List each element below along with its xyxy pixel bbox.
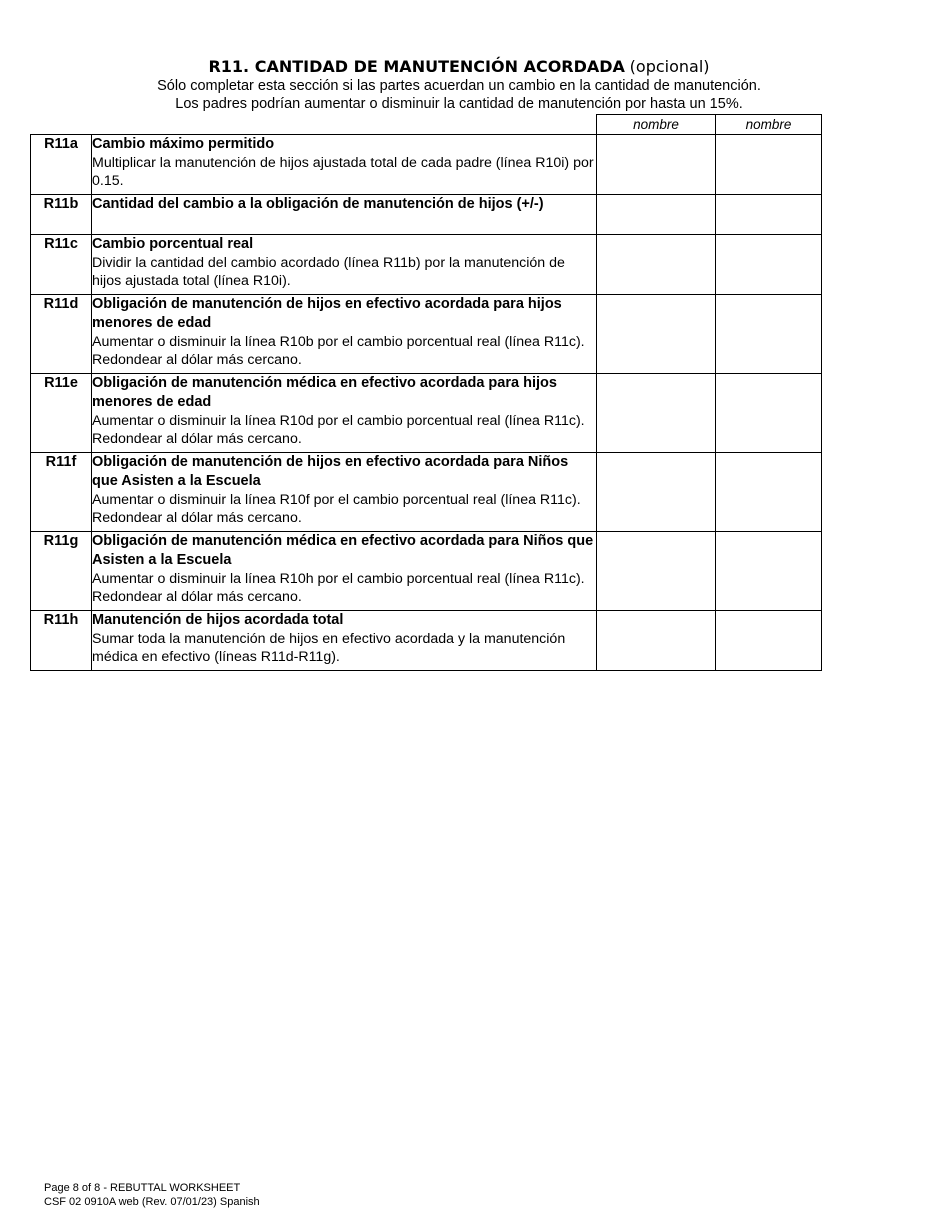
page-footer: [44, 1181, 260, 1209]
amount-field-parent-2[interactable]: [716, 374, 822, 453]
line-title: Cantidad del cambio a la obligación de manutención de hijos (+/-): [92, 196, 544, 212]
amount-field-parent-1[interactable]: [597, 295, 716, 374]
amount-field-parent-1[interactable]: [597, 532, 716, 611]
amount-field-parent-1[interactable]: [597, 453, 716, 532]
line-code: R11c: [31, 235, 92, 295]
line-title: Obligación de manutención médica en efectivo acordada para Niños que Asisten a la Escuela: [92, 533, 594, 568]
amount-field-parent-1[interactable]: [597, 374, 716, 453]
instruction-line-2: Los padres podrían aumentar o disminuir la cantidad de manutención por hasta un 15%.: [175, 96, 743, 112]
worksheet-row-r11h: [31, 611, 822, 671]
amount-field-parent-2[interactable]: [716, 532, 822, 611]
instruction-line-1: Sólo completar esta sección si las partes acuerdan un cambio en la cantidad de manutención.: [157, 78, 761, 94]
worksheet-table: [30, 114, 822, 671]
line-description: [92, 195, 597, 235]
line-description: [92, 374, 597, 453]
line-title: Manutención de hijos acordada total: [92, 612, 344, 628]
worksheet-row-r11f: [31, 453, 822, 532]
section-title-main: R11. CANTIDAD DE MANUTENCIÓN ACORDADA: [208, 57, 625, 76]
line-description: [92, 611, 597, 671]
line-code: R11h: [31, 611, 92, 671]
line-title: Obligación de manutención de hijos en efectivo acordada para hijos menores de edad: [92, 296, 562, 331]
line-code: R11a: [31, 135, 92, 195]
footer-page-info: Page 8 of 8 - REBUTTAL WORKSHEET: [44, 1182, 241, 1194]
amount-field-parent-1[interactable]: [597, 611, 716, 671]
section-header: [0, 56, 918, 113]
line-instruction: Sumar toda la manutención de hijos en efectivo acordada y la manutención médica en efectivo (líneas R11d-R11g).: [92, 631, 566, 665]
worksheet-row-r11c: [31, 235, 822, 295]
worksheet-row-r11g: [31, 532, 822, 611]
line-instruction: Multiplicar la manutención de hijos ajustada total de cada padre (línea R10i) por 0.15.: [92, 155, 594, 189]
line-instruction: Dividir la cantidad del cambio acordado (línea R11b) por la manutención de hijos ajustada total (línea R10i).: [92, 255, 565, 289]
amount-field-parent-2[interactable]: [716, 453, 822, 532]
line-description: [92, 453, 597, 532]
line-code: R11f: [31, 453, 92, 532]
amount-field-parent-1[interactable]: [597, 135, 716, 195]
amount-field-parent-1[interactable]: [597, 235, 716, 295]
line-description: [92, 532, 597, 611]
line-instruction: Aumentar o disminuir la línea R10f por el cambio porcentual real (línea R11c). Redondear al dólar más cercano.: [92, 492, 581, 526]
section-title: [0, 56, 918, 77]
line-code: R11g: [31, 532, 92, 611]
line-title: Cambio máximo permitido: [92, 136, 275, 152]
line-instruction: Aumentar o disminuir la línea R10b por el cambio porcentual real (línea R11c). Redondear al dólar más cercano.: [92, 334, 585, 368]
line-description: [92, 235, 597, 295]
amount-field-parent-2[interactable]: [716, 235, 822, 295]
line-title: Cambio porcentual real: [92, 236, 254, 252]
worksheet-row-r11b: [31, 195, 822, 235]
line-instruction: Aumentar o disminuir la línea R10d por el cambio porcentual real (línea R11c). Redondear al dólar más cercano.: [92, 413, 585, 447]
line-title: Obligación de manutención médica en efectivo acordada para hijos menores de edad: [92, 375, 557, 410]
line-code: R11d: [31, 295, 92, 374]
section-title-optional: (opcional): [629, 57, 710, 76]
amount-field-parent-2[interactable]: [716, 135, 822, 195]
line-code: R11e: [31, 374, 92, 453]
column-header-parent-1: nombre: [597, 115, 716, 135]
line-code: R11b: [31, 195, 92, 235]
line-instruction: Aumentar o disminuir la línea R10h por el cambio porcentual real (línea R11c). Redondear al dólar más cercano.: [92, 571, 585, 605]
worksheet-row-r11e: [31, 374, 822, 453]
worksheet-row-r11d: [31, 295, 822, 374]
column-header-row: [31, 115, 822, 135]
amount-field-parent-2[interactable]: [716, 295, 822, 374]
line-description: [92, 135, 597, 195]
line-title: Obligación de manutención de hijos en efectivo acordada para Niños que Asisten a la Escuela: [92, 454, 569, 489]
amount-field-parent-1[interactable]: [597, 195, 716, 235]
amount-field-parent-2[interactable]: [716, 195, 822, 235]
worksheet-row-r11a: [31, 135, 822, 195]
column-header-parent-2: nombre: [716, 115, 822, 135]
amount-field-parent-2[interactable]: [716, 611, 822, 671]
line-description: [92, 295, 597, 374]
footer-form-id: CSF 02 0910A web (Rev. 07/01/23) Spanish: [44, 1196, 260, 1208]
